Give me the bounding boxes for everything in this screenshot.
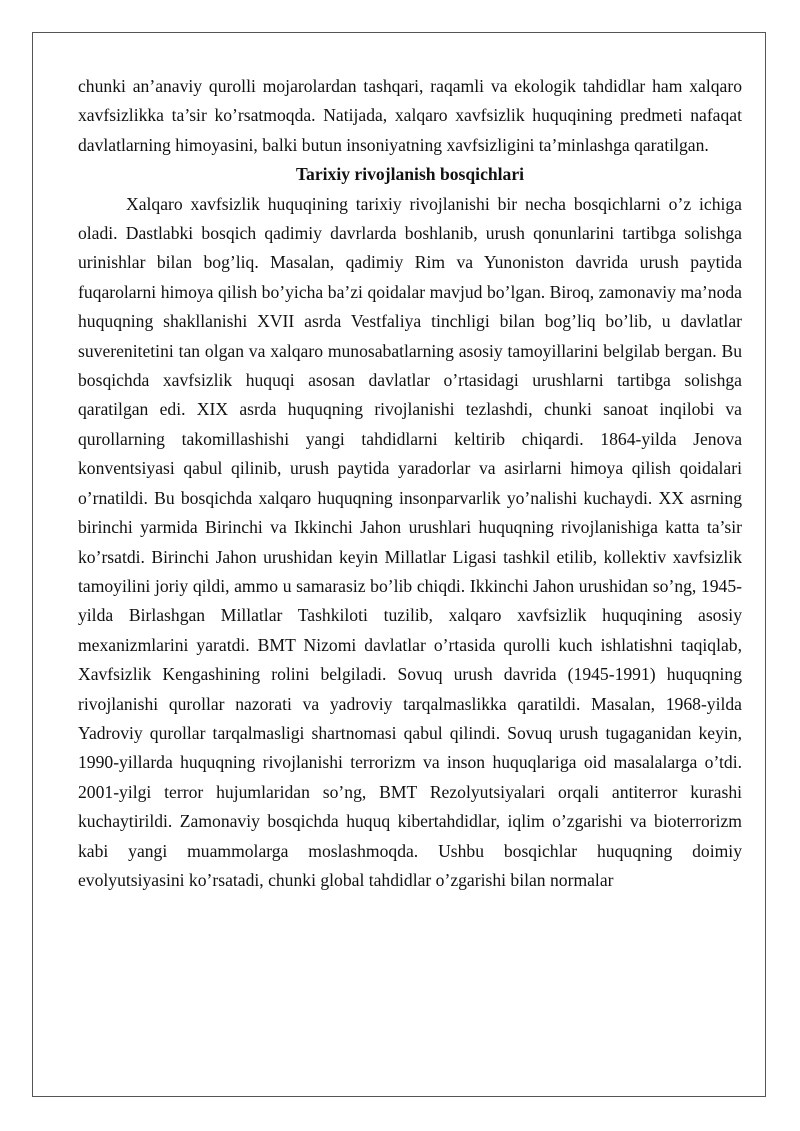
document-body bbox=[78, 72, 742, 895]
body-paragraph: Xalqaro xavfsizlik huquqining tarixiy rivojlanishi bir necha bosqichlarni o’z ichiga oladi. Dastlabki bosqich qadimiy davrlarda boshlanib, urush qonunlarini tartibga solishga urinishlar bilan bog’liq. Masalan, qadimiy Rim va Yunoniston davrida urush paytida fuqarolarni himoya qilish bo’yicha ba’zi qoidalar mavjud bo’lgan. Biroq, zamonaviy ma’noda huquqning shakllanishi XVII asrda Vestfaliya tinchligi bilan bog’liq bo’lib, u davlatlar suverenitetini tan olgan va xalqaro munosabatlarning asosiy tamoyillarini belgilab bergan. Bu bosqichda xavfsizlik huquqi asosan davlatlar o’rtasidagi urushlarni tartibga solishga qaratilgan edi. XIX asrda huquqning rivojlanishi tezlashdi, chunki sanoat inqilobi va qurollarning takomillashishi yangi tahdidlarni keltirib chiqardi. 1864-yilda Jenova konventsiyasi qabul qilinib, urush paytida yaradorlar va asirlarni himoya qilish qoidalari o’rnatildi. Bu bosqichda xalqaro huquqning insonparvarlik yo’nalishi kuchaydi. XX asrning birinchi yarmida Birinchi va Ikkinchi Jahon urushlari huquqning rivojlanishiga katta ta’sir ko’rsatdi. Birinchi Jahon urushidan keyin Millatlar Ligasi tashkil etilib, kollektiv xavfsizlik tamoyilini joriy qildi, ammo u samarasiz bo’lib chiqdi. Ikkinchi Jahon urushidan so’ng, 1945-yilda Birlashgan Millatlar Tashkiloti tuzilib, xalqaro xavfsizlik huquqining asosiy mexanizmlarini yaratdi. BMT Nizomi davlatlar o’rtasida qurolli kuch ishlatishni taqiqlab, Xavfsizlik Kengashining rolini belgiladi. Sovuq urush davrida (1945-1991) huquqning rivojlanishi qurollar nazorati va yadroviy tarqalmaslikka qaratildi. Masalan, 1968-yilda Yadroviy qurollar tarqalmasligi shartnomasi qabul qilindi. Sovuq urush tugaganidan keyin, 1990-yillarda huquqning rivojlanishi terrorizm va inson huquqlariga oid masalalarga o’tdi. 2001-yilgi terror hujumlaridan so’ng, BMT Rezolyutsiyalari orqali antiterror kurashi kuchaytirildi. Zamonaviy bosqichda huquq kibertahdidlar, iqlim o’zgarishi va bioterrorizm kabi yangi muammolarga moslashmoqda. Ushbu bosqichlar huquqning doimiy evolyutsiyasini ko’rsatadi, chunki global tahdidlar o’zgarishi bilan normalar bbox=[78, 193, 742, 890]
intro-paragraph: chunki an’anaviy qurolli mojarolardan tashqari, raqamli va ekologik tahdidlar ham xalqaro xavfsizlikka ta’sir ko’rsatmoqda. Natijada, xalqaro xavfsizlik huquqining predmeti nafaqat davlatlarning himoyasini, balki butun insoniyatning xavfsizligini ta’minlashga qaratilgan. bbox=[78, 76, 742, 155]
section-heading: Tarixiy rivojlanish bosqichlari bbox=[295, 164, 525, 185]
